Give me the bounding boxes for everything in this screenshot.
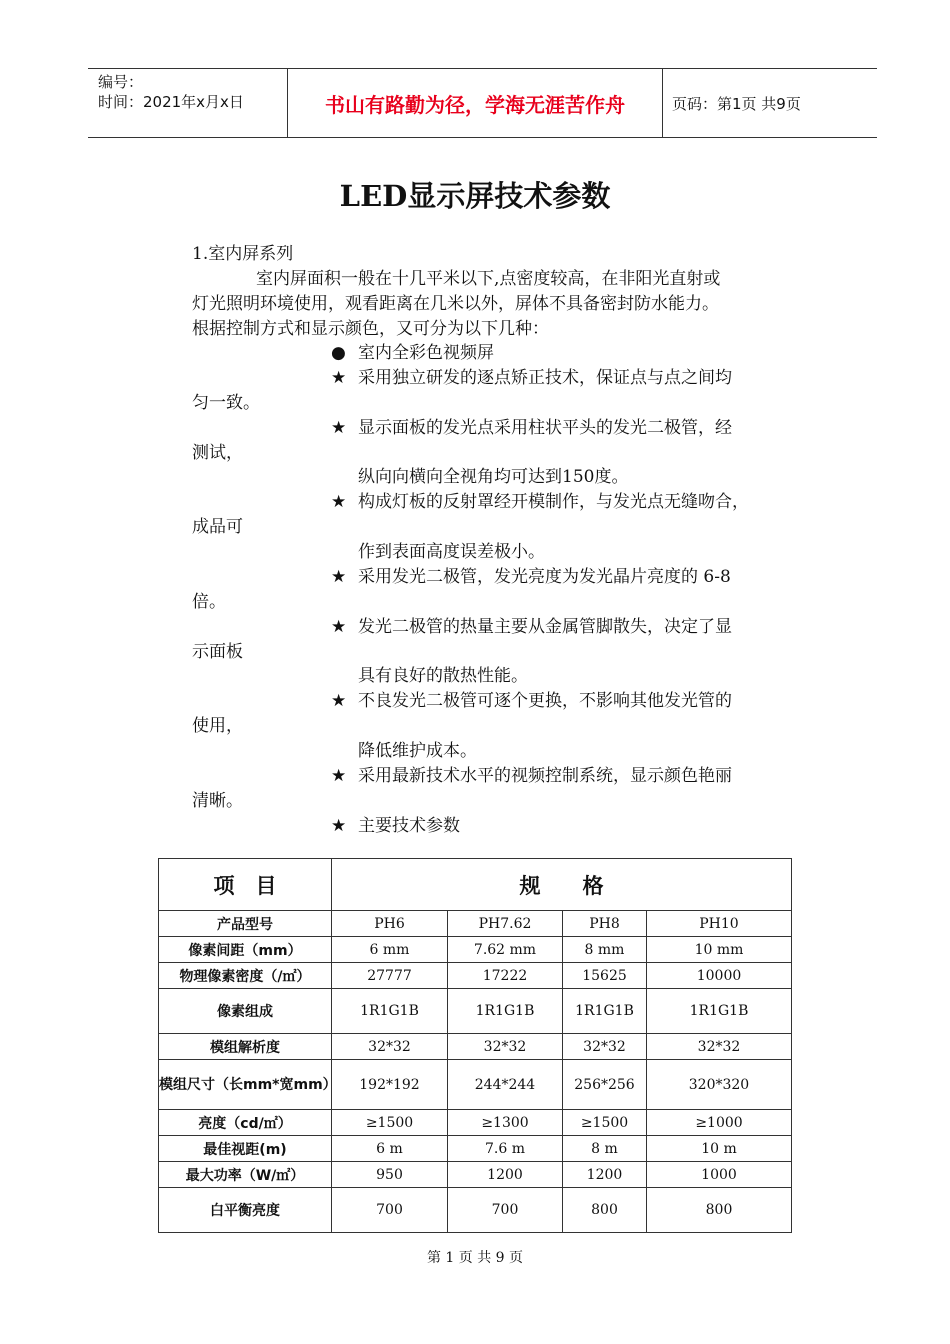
header-meta (88, 69, 287, 137)
table-cell: 320*320 (647, 1060, 792, 1110)
table-cell: PH8 (563, 911, 647, 937)
table-cell: PH10 (647, 911, 792, 937)
table-cell: 700 (332, 1188, 448, 1233)
table-row (159, 937, 792, 963)
table-cell: 17222 (448, 963, 563, 989)
feature-line: 成品可 (192, 517, 243, 537)
feature-line: 显示面板的发光点采用柱状平头的发光二极管，经 (358, 418, 732, 438)
table-cell: ≥1500 (563, 1110, 647, 1136)
table-row (159, 1162, 792, 1188)
star-icon: ★ (331, 418, 347, 438)
table-cell: 256*256 (563, 1060, 647, 1110)
table-cell: ≥1000 (647, 1110, 792, 1136)
header-spec-cell: 规 格 (332, 859, 792, 911)
table-row (159, 963, 792, 989)
row-label: 物理像素密度（/㎡） (159, 963, 332, 989)
table-row (159, 1060, 792, 1110)
page-header (88, 68, 877, 138)
table-row (159, 1110, 792, 1136)
table-row (159, 989, 792, 1034)
table-cell: 32*32 (448, 1034, 563, 1060)
row-label: 模组解析度 (159, 1034, 332, 1060)
table-cell: 800 (563, 1188, 647, 1233)
table-cell: 6 m (332, 1136, 448, 1162)
table-cell: PH6 (332, 911, 448, 937)
category-label: 室内全彩色视频屏 (358, 343, 494, 363)
row-label: 最佳视距(m) (159, 1136, 332, 1162)
star-icon: ★ (331, 766, 347, 786)
star-icon: ★ (331, 617, 347, 637)
table-cell: 1R1G1B (448, 989, 563, 1034)
table-row (159, 911, 792, 937)
table-row (159, 1188, 792, 1233)
feature-line: 采用最新技术水平的视频控制系统，显示颜色艳丽 (358, 766, 732, 786)
star-icon: ★ (331, 368, 347, 388)
feature-line: 倍。 (192, 592, 226, 612)
table-cell: 32*32 (563, 1034, 647, 1060)
row-label: 模组尺寸（长mm*宽mm） (159, 1060, 332, 1110)
intro-line: 室内屏面积一般在十几平米以下,点密度较高，在非阳光直射或 (256, 269, 721, 289)
doc-number: 编号： (98, 73, 144, 91)
table-cell: 244*244 (448, 1060, 563, 1110)
table-cell: 700 (448, 1188, 563, 1233)
feature-line: 使用， (192, 716, 243, 736)
feature-line: 构成灯板的反射罩经开模制作，与发光点无缝吻合， (358, 492, 749, 512)
table-cell: 10 mm (647, 937, 792, 963)
feature-line: 发光二极管的热量主要从金属管脚散失，决定了显 (358, 617, 732, 637)
star-icon: ★ (331, 492, 347, 512)
table-cell: 1R1G1B (332, 989, 448, 1034)
table-header-row (159, 859, 792, 911)
table-cell: 1000 (647, 1162, 792, 1188)
feature-line: 纵向向横向全视角均可达到150度。 (358, 467, 629, 487)
table-cell: 32*32 (647, 1034, 792, 1060)
feature-line: 不良发光二极管可逐个更换，不影响其他发光管的 (358, 691, 732, 711)
table-cell: 27777 (332, 963, 448, 989)
feature-line: 降低维护成本。 (358, 741, 477, 761)
star-icon: ★ (331, 816, 347, 836)
row-label: 白平衡亮度 (159, 1188, 332, 1233)
feature-line: 采用发光二极管，发光亮度为发光晶片亮度的 6-8 (358, 567, 731, 587)
row-label: 像素组成 (159, 989, 332, 1034)
table-cell: 1200 (563, 1162, 647, 1188)
table-cell: 1R1G1B (647, 989, 792, 1034)
table-cell: PH7.62 (448, 911, 563, 937)
table-cell: 10000 (647, 963, 792, 989)
bullet-circle-icon: ● (331, 343, 346, 363)
table-cell: 10 m (647, 1136, 792, 1162)
feature-line: 主要技术参数 (358, 816, 460, 836)
page-footer: 第 1 页 共 9 页 (426, 1250, 524, 1266)
table-cell: 8 mm (563, 937, 647, 963)
feature-line: 测试， (192, 443, 243, 463)
table-cell: ≥1300 (448, 1110, 563, 1136)
table-cell: 15625 (563, 963, 647, 989)
table-cell: 950 (332, 1162, 448, 1188)
table-cell: 32*32 (332, 1034, 448, 1060)
intro-line: 灯光照明环境使用，观看距离在几米以外，屏体不具备密封防水能力。 (192, 294, 719, 314)
feature-line: 示面板 (192, 642, 243, 662)
row-label: 像素间距（mm） (159, 937, 332, 963)
section-heading: 1.室内屏系列 (192, 244, 294, 264)
row-label: 产品型号 (159, 911, 332, 937)
document-title: LED显示屏技术参数 (339, 179, 611, 213)
table-cell: ≥1500 (332, 1110, 448, 1136)
table-cell: 192*192 (332, 1060, 448, 1110)
feature-line: 采用独立研发的逐点矫正技术，保证点与点之间均 (358, 368, 732, 388)
table-cell: 1200 (448, 1162, 563, 1188)
star-icon: ★ (331, 567, 347, 587)
feature-line: 具有良好的散热性能。 (358, 666, 528, 686)
intro-line: 根据控制方式和显示颜色，又可分为以下几种： (192, 319, 549, 339)
feature-line: 作到表面高度误差极小。 (358, 542, 545, 562)
table-cell: 6 mm (332, 937, 448, 963)
table-cell: 1R1G1B (563, 989, 647, 1034)
table-cell: 7.6 m (448, 1136, 563, 1162)
table-row (159, 1136, 792, 1162)
feature-line: 匀一致。 (192, 393, 260, 413)
table-cell: 7.62 mm (448, 937, 563, 963)
row-label: 亮度（cd/㎡） (159, 1110, 332, 1136)
table-row (159, 1034, 792, 1060)
doc-date: 时间：2021年x月x日 (98, 93, 244, 111)
table-cell: 800 (647, 1188, 792, 1233)
table-cell: 8 m (563, 1136, 647, 1162)
row-label: 最大功率（W/㎡） (159, 1162, 332, 1188)
header-page-number: 页码：第1页 共9页 (672, 94, 801, 113)
star-icon: ★ (331, 691, 347, 711)
feature-line: 清晰。 (192, 791, 243, 811)
spec-table (158, 858, 792, 1233)
header-item-cell: 项 目 (159, 859, 332, 911)
header-motto: 书山有路勤为径，学海无涯苦作舟 (287, 69, 663, 137)
